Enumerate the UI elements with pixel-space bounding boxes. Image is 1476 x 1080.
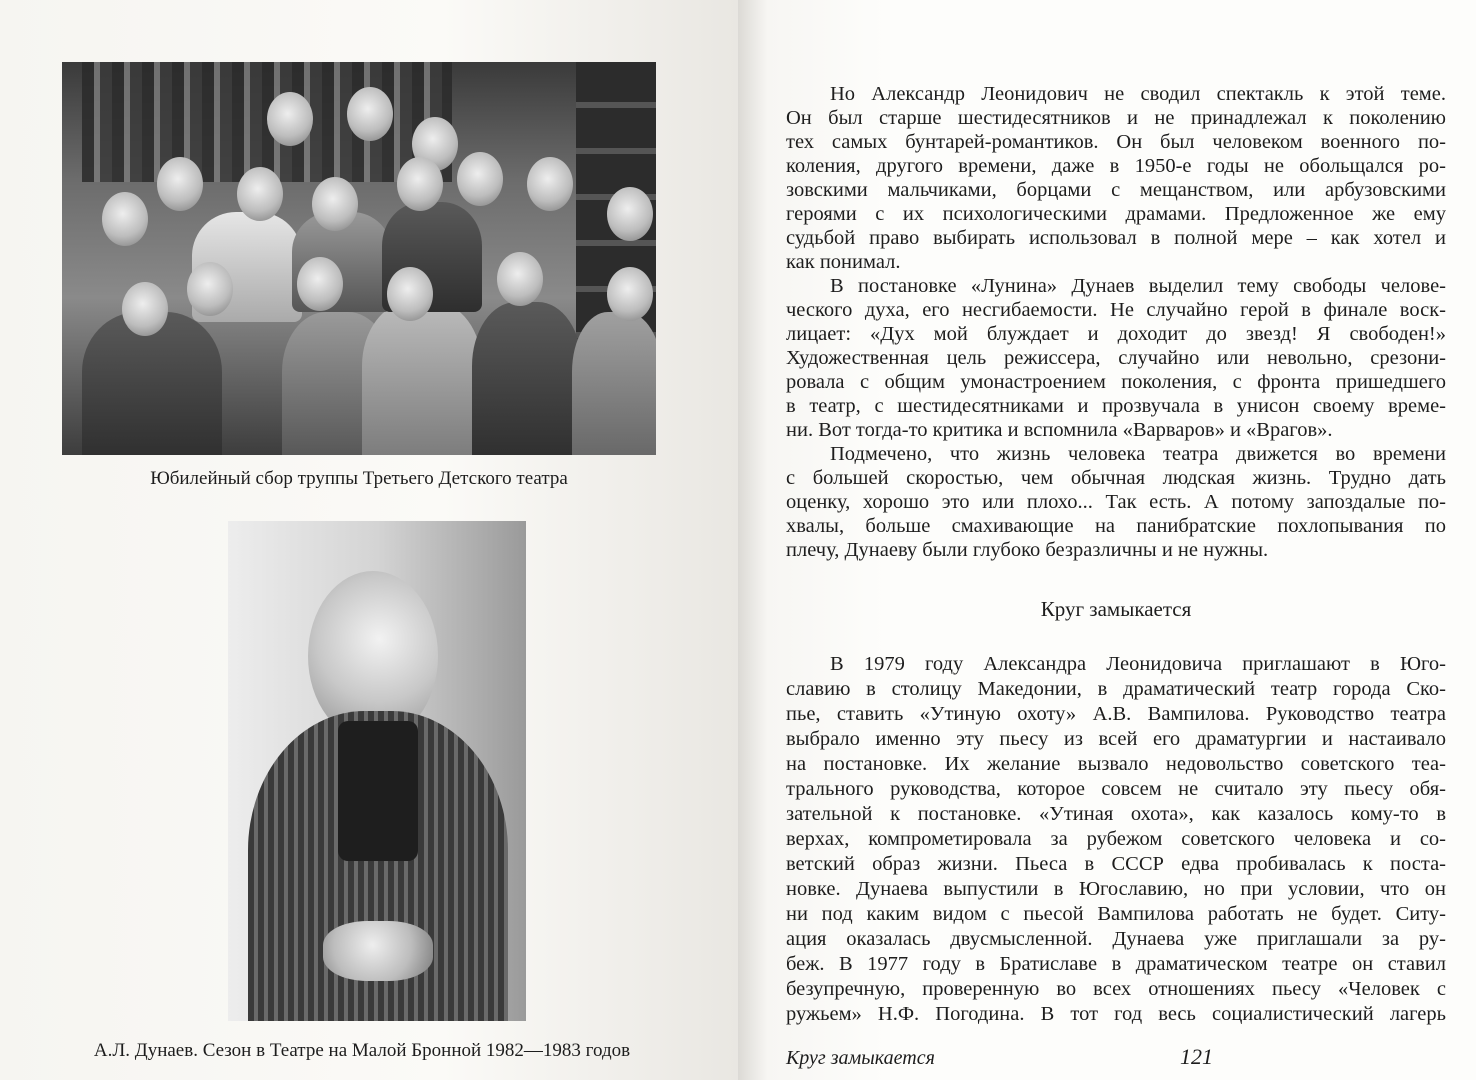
text-line: судьбой право выбирать использовал в полной мере – как хотел и: [786, 227, 1446, 249]
portrait-hands: [323, 921, 433, 981]
text-line: беж. В 1977 году в Братиславе в драматическом театре он ставил: [786, 953, 1446, 975]
running-footer-title: Круг замыкается: [786, 1047, 935, 1069]
portrait-turtleneck: [338, 721, 418, 861]
text-line: в театр, с шестидесятниками и прозвучала в унисон своему време-: [786, 395, 1446, 417]
text-line: Но Александр Леонидович не сводил спектакль к этой теме.: [830, 83, 1446, 105]
person-face: [387, 267, 433, 321]
portrait-photo: [228, 521, 526, 1021]
body-text-block-1: [786, 82, 1446, 562]
person-face: [347, 87, 393, 141]
text-line: на постановке. Их желание вызвало недовольство советского теа-: [786, 753, 1446, 775]
portrait-photo-caption: А.Л. Дунаев. Сезон в Театре на Малой Бронной 1982—1983 годов: [93, 1040, 631, 1061]
text-line: коления, другого времени, даже в 1950-е годы не обольщался ро-: [786, 155, 1446, 177]
text-line: выбрало именно эту пьесу из всей его драматургии и настаивало: [786, 728, 1446, 750]
person-body: [472, 302, 582, 455]
text-line: зательной к постановке. «Утиная охота», как казалось кому-то в: [786, 803, 1446, 825]
person-face: [397, 157, 443, 211]
text-line: В постановке «Лунина» Дунаев выделил тему свободы челове-: [830, 275, 1446, 297]
person-face: [607, 267, 653, 321]
group-photo-caption: Юбилейный сбор труппы Третьего Детского театра: [150, 468, 568, 489]
person-face: [312, 177, 358, 231]
text-line: ровала с общим умонастроением поколения, с фронта пришедшего: [786, 371, 1446, 393]
person-body: [362, 302, 482, 455]
person-face: [297, 257, 343, 311]
text-line: тех самых бунтарей-романтиков. Он был человеком военного по-: [786, 131, 1446, 153]
section-heading: Круг замыкается: [1040, 597, 1192, 621]
text-line: ческого духа, его несгибаемости. Не случайно герой в финале воск-: [786, 299, 1446, 321]
text-line: плечу, Дунаеву были глубоко безразличны и не нужны.: [786, 539, 1269, 561]
text-line: как понимал.: [786, 251, 901, 273]
text-line: Подмечено, что жизнь человека театра движется во времени: [830, 443, 1446, 465]
text-line: зовскими мальчиками, борцами с мещанством, или арбузовскими: [786, 179, 1446, 201]
text-line: Он был старше шестидесятников и не принадлежал к поколению: [786, 107, 1446, 129]
text-line: трального руководства, которое совсем не считало эту пьесу обя-: [786, 778, 1446, 800]
text-line: лицает: «Дух мой блуждает и доходит до звезд! Я свободен!»: [786, 323, 1446, 345]
text-line: В 1979 году Александра Леонидовича приглашают в Юго-: [830, 653, 1446, 675]
person-face: [122, 282, 168, 336]
body-text-block-2: [786, 652, 1446, 1027]
text-line: Художественная цель режиссера, случайно или невольно, срезони-: [786, 347, 1446, 369]
text-line: новке. Дунаева выпустили в Югославию, но при условии, что он: [786, 878, 1446, 900]
person-face: [607, 187, 653, 241]
text-line: героями с их психологическими драмами. Предложенное же ему: [786, 203, 1446, 225]
person-face: [457, 152, 503, 206]
text-line: ация оказалась двусмысленной. Дунаева уже приглашали за ру-: [786, 928, 1446, 950]
text-line: оценку, хорошо это или плохо... Так есть. А потому запоздалые по-: [786, 491, 1446, 513]
text-line: хвалы, больше смахивающие на панибратские похлопывания по: [786, 515, 1446, 537]
person-face: [187, 262, 233, 316]
text-line: ветский образ жизни. Пьеса в СССР едва пробивалась к поста-: [786, 853, 1446, 875]
text-line: с большей скоростью, чем обычная людская жизнь. Трудно дать: [786, 467, 1446, 489]
person-face: [527, 157, 573, 211]
text-line: безупречную, проверенную во всех отношениях пьесу «Человек с: [786, 978, 1446, 1000]
person-face: [497, 252, 543, 306]
person-face: [157, 157, 203, 211]
page-number: 121: [1180, 1044, 1213, 1069]
person-body: [572, 312, 656, 455]
text-line: верхах, компрометировала за рубежом советского человека и со-: [786, 828, 1446, 850]
text-line: славию в столицу Македонии, в драматический театр города Ско-: [786, 678, 1446, 700]
person-face: [102, 192, 148, 246]
group-photo: [62, 62, 656, 455]
text-line: ни под каким видом с пьесой Вампилова работать не будет. Ситу-: [786, 903, 1446, 925]
text-line: пье, ставить «Утиную охоту» А.В. Вампилова. Руководство театра: [786, 703, 1446, 725]
text-line: ни. Вот тогда-то критика и вспомнила «Варваров» и «Врагов».: [786, 419, 1333, 441]
person-face: [267, 92, 313, 146]
person-face: [237, 167, 283, 221]
text-line: ружьем» Н.Ф. Погодина. В тот год весь социалистический лагерь: [786, 1003, 1446, 1025]
